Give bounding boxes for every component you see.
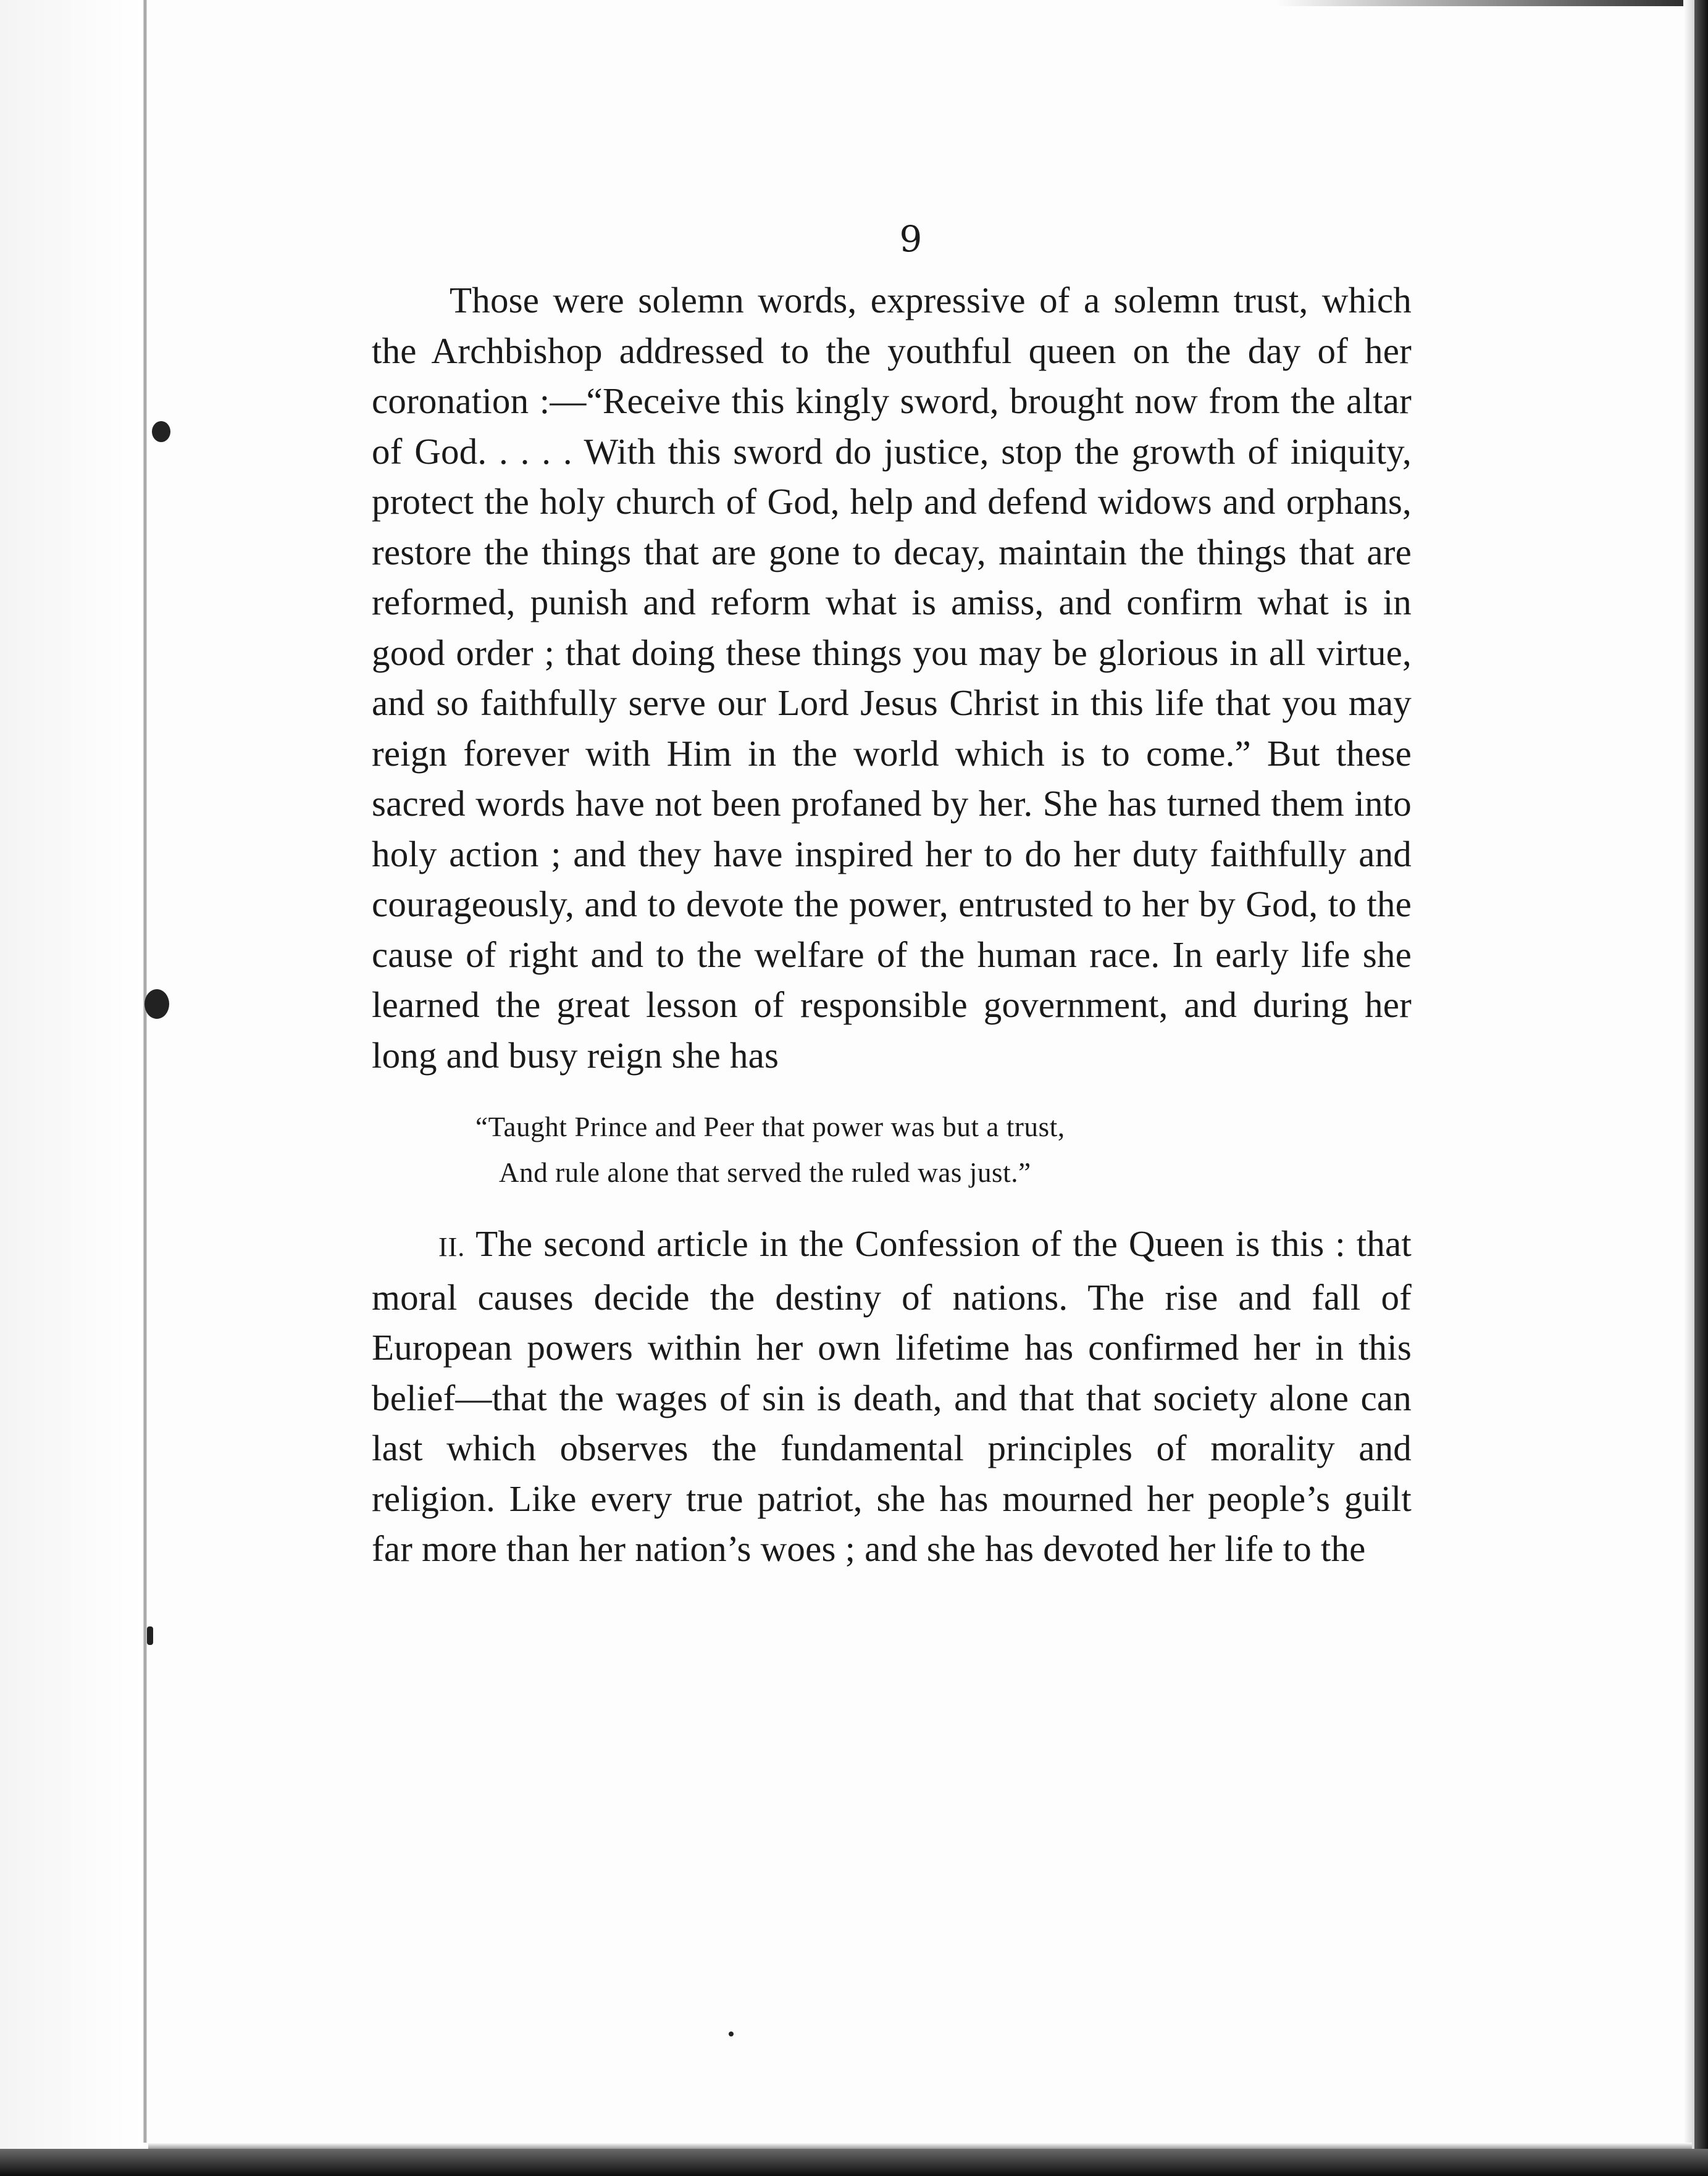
binding-speck — [144, 989, 169, 1019]
section-text: The second article in the Confession of the Queen is this : that moral causes decide the destiny of nations. The rise and fall of European powers within her own lifetime has confirmed her in this belief—that the wages of sin is death, and that that society alone can last which observes the fundamental principles of morality and religion. Like every true patriot, she has mourned her people’s guilt far more than her nation’s woes ; and she has devoted her life to the — [372, 1223, 1412, 1569]
paragraph-coronation: Those were solemn words, expressive of a solemn trust, which the Archbishop addressed to the youthful queen on the day of her coronation :—“Receive this kingly sword, brought now from the altar of God. . . . . With this sword do justice, stop the growth of iniquity, protect the holy church of God, help and defend widows and orphans, restore the things that are gone to decay, maintain the things that are reformed, punish and reform what is amiss, and confirm what is in good order ; that doing these things you may be glorious in all virtue, and so faithfully serve our Lord Jesus Christ in this life that you may reign forever with Him in the world which is to come.” But these sacred words have not been profaned by her. She has turned them into holy action ; and they have inspired her to do her duty faithfully and courageously, and to devote the power, entrusted to her by God, to the cause of right and to the welfare of the human race. In early life she learned the great lesson of responsible government, and during her long and busy reign she has — [372, 280, 1412, 1076]
binding-speck — [152, 421, 170, 442]
right-page-edge-shade — [1683, 0, 1694, 2176]
binding-speck — [147, 1626, 153, 1645]
paragraph-second-article — [372, 1219, 1412, 1575]
section-numeral: II. — [438, 1232, 466, 1262]
bottom-page-edge-shade — [148, 2143, 1692, 2149]
top-page-edge — [1276, 0, 1708, 6]
body-text — [372, 275, 1412, 1575]
page-number: 9 — [899, 218, 923, 260]
bottom-page-edge — [0, 2149, 1708, 2176]
verse-line-1: “Taught Prince and Peer that power was but a trust, — [475, 1111, 1065, 1142]
ink-speck — [729, 2032, 734, 2036]
binding-gutter-line — [143, 0, 147, 2143]
binding-shadow — [0, 0, 143, 2176]
right-page-edge — [1694, 0, 1708, 2176]
verse-line-2: And rule alone that served the ruled was just.” — [499, 1157, 1031, 1188]
verse-quote — [475, 1104, 1412, 1195]
